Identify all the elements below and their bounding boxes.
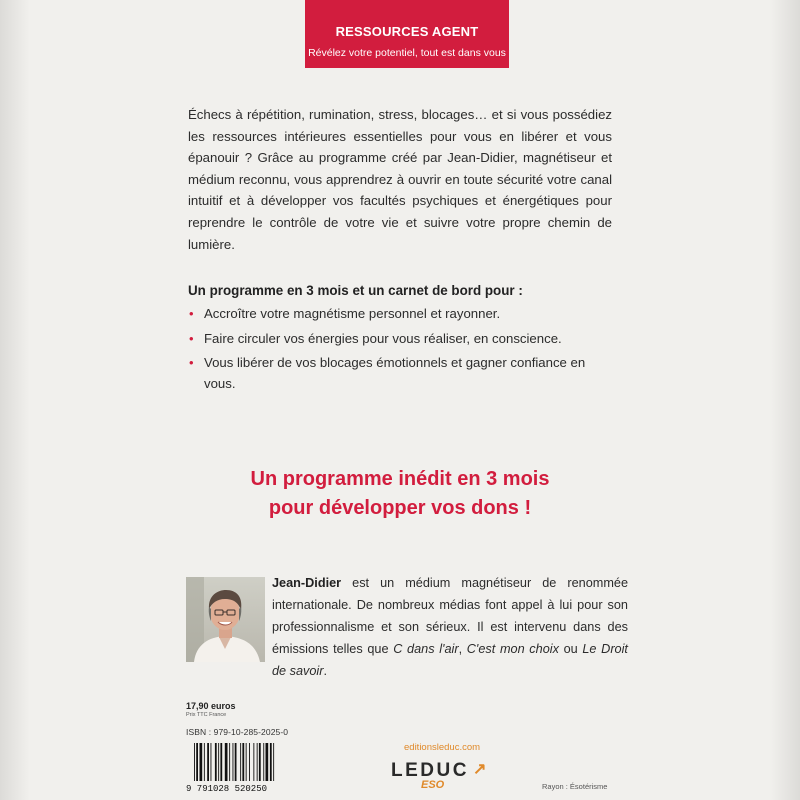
barcode-bar	[218, 743, 219, 781]
collection-title: RESSOURCES AGENT	[335, 24, 479, 39]
bullet-icon: •	[189, 330, 194, 346]
author-name: Jean-Didier	[272, 576, 342, 590]
bullet-icon: •	[189, 355, 194, 371]
isbn: ISBN : 979-10-285-2025-0	[186, 727, 289, 737]
author-bio-text: est un médium magnétiseur de renommée internationale. De nombreux médias font appel à lui pour son professionnalisme et son sérieux. Il est intervenu dans des émissions telles que	[272, 576, 628, 656]
barcode-bar	[211, 743, 212, 781]
callout-line-1: Un programme inédit en 3 mois	[250, 468, 550, 490]
separator-text: ,	[458, 642, 467, 656]
author-bio	[272, 572, 628, 682]
separator-text: ou	[558, 642, 583, 656]
author-photo	[186, 577, 265, 662]
barcode-bar	[270, 743, 272, 781]
list-item	[188, 329, 618, 350]
list-item-text: Accroître votre magnétisme personnel et rayonner.	[204, 306, 501, 321]
barcode-bar	[229, 743, 230, 781]
barcode-bar	[253, 743, 254, 781]
barcode-bar	[215, 743, 217, 781]
logo-arrow-icon: ↗	[473, 761, 487, 778]
barcode-bar	[259, 743, 261, 781]
callout-headline	[188, 465, 612, 522]
collection-subtitle: Révélez votre potentiel, tout est dans vous	[308, 47, 506, 59]
callout-line-2: pour développer vos dons !	[268, 496, 532, 519]
left-edge-shadow	[0, 0, 30, 800]
barcode-bar	[273, 743, 274, 781]
list-item	[188, 353, 618, 394]
shelf-category: Rayon : Ésotérisme	[542, 782, 608, 791]
barcode-bar	[257, 743, 258, 781]
right-edge-shadow	[770, 0, 800, 800]
publisher-website: editionsleduc.com	[404, 742, 481, 753]
author-portrait-image	[186, 577, 265, 662]
barcode-bar	[196, 743, 198, 781]
show-title: C'est mon choix	[466, 642, 559, 656]
list-item-text: Faire circuler vos énergies pour vous réaliser, en conscience.	[204, 330, 562, 346]
price: 17,90 euros	[186, 701, 236, 711]
publisher-imprint: ESO	[421, 779, 445, 791]
bullet-icon: •	[189, 306, 194, 321]
barcode-bar	[207, 743, 209, 781]
barcode-bar	[225, 743, 228, 781]
barcode-bar	[233, 743, 234, 781]
barcode-bar	[249, 743, 250, 781]
show-title: C dans l'air	[393, 642, 459, 656]
collection-banner	[305, 0, 509, 68]
barcode-bar	[242, 743, 244, 781]
barcode-bar	[204, 743, 205, 781]
barcode-bars	[194, 743, 274, 781]
program-heading: Un programme en 3 mois et un carnet de bord pour :	[188, 283, 523, 298]
barcode-bar	[266, 743, 269, 781]
list-item	[188, 304, 618, 325]
barcode-bar	[240, 743, 241, 781]
show-title: Le Droit de savoir	[272, 642, 628, 678]
list-item-text: Vous libérer de vos blocages émotionnels et gagner confiance en vous.	[204, 355, 586, 391]
barcode-bar	[235, 743, 237, 781]
barcode-bar	[246, 743, 247, 781]
sentence-end: .	[323, 664, 328, 678]
barcode-bar	[194, 743, 195, 781]
barcode-digits: 9 791028 520250	[186, 784, 268, 793]
barcode-bar	[200, 743, 203, 781]
barcode-bar	[263, 743, 264, 781]
intro-paragraph: Échecs à répétition, rumination, stress, blocages… et si vous possédiez les ressources intérieures essentielles pour vous en libérer et vous épanouir ? Grâce au programme créé par Jean-Didier, magnétiseur et médium reconnu, vous apprendrez à ouvrir en toute sécurité votre canal intuitif et à développer vos facultés psychiques et énergétiques pour reprendre le contrôle de votre vie et suivre votre propre chemin de lumière.	[188, 107, 612, 252]
publisher-logo: LEDUC	[391, 760, 469, 781]
program-list	[188, 304, 618, 398]
barcode-bar	[220, 743, 222, 781]
isbn-barcode	[186, 741, 310, 793]
price-note: Prix TTC France	[186, 712, 227, 718]
